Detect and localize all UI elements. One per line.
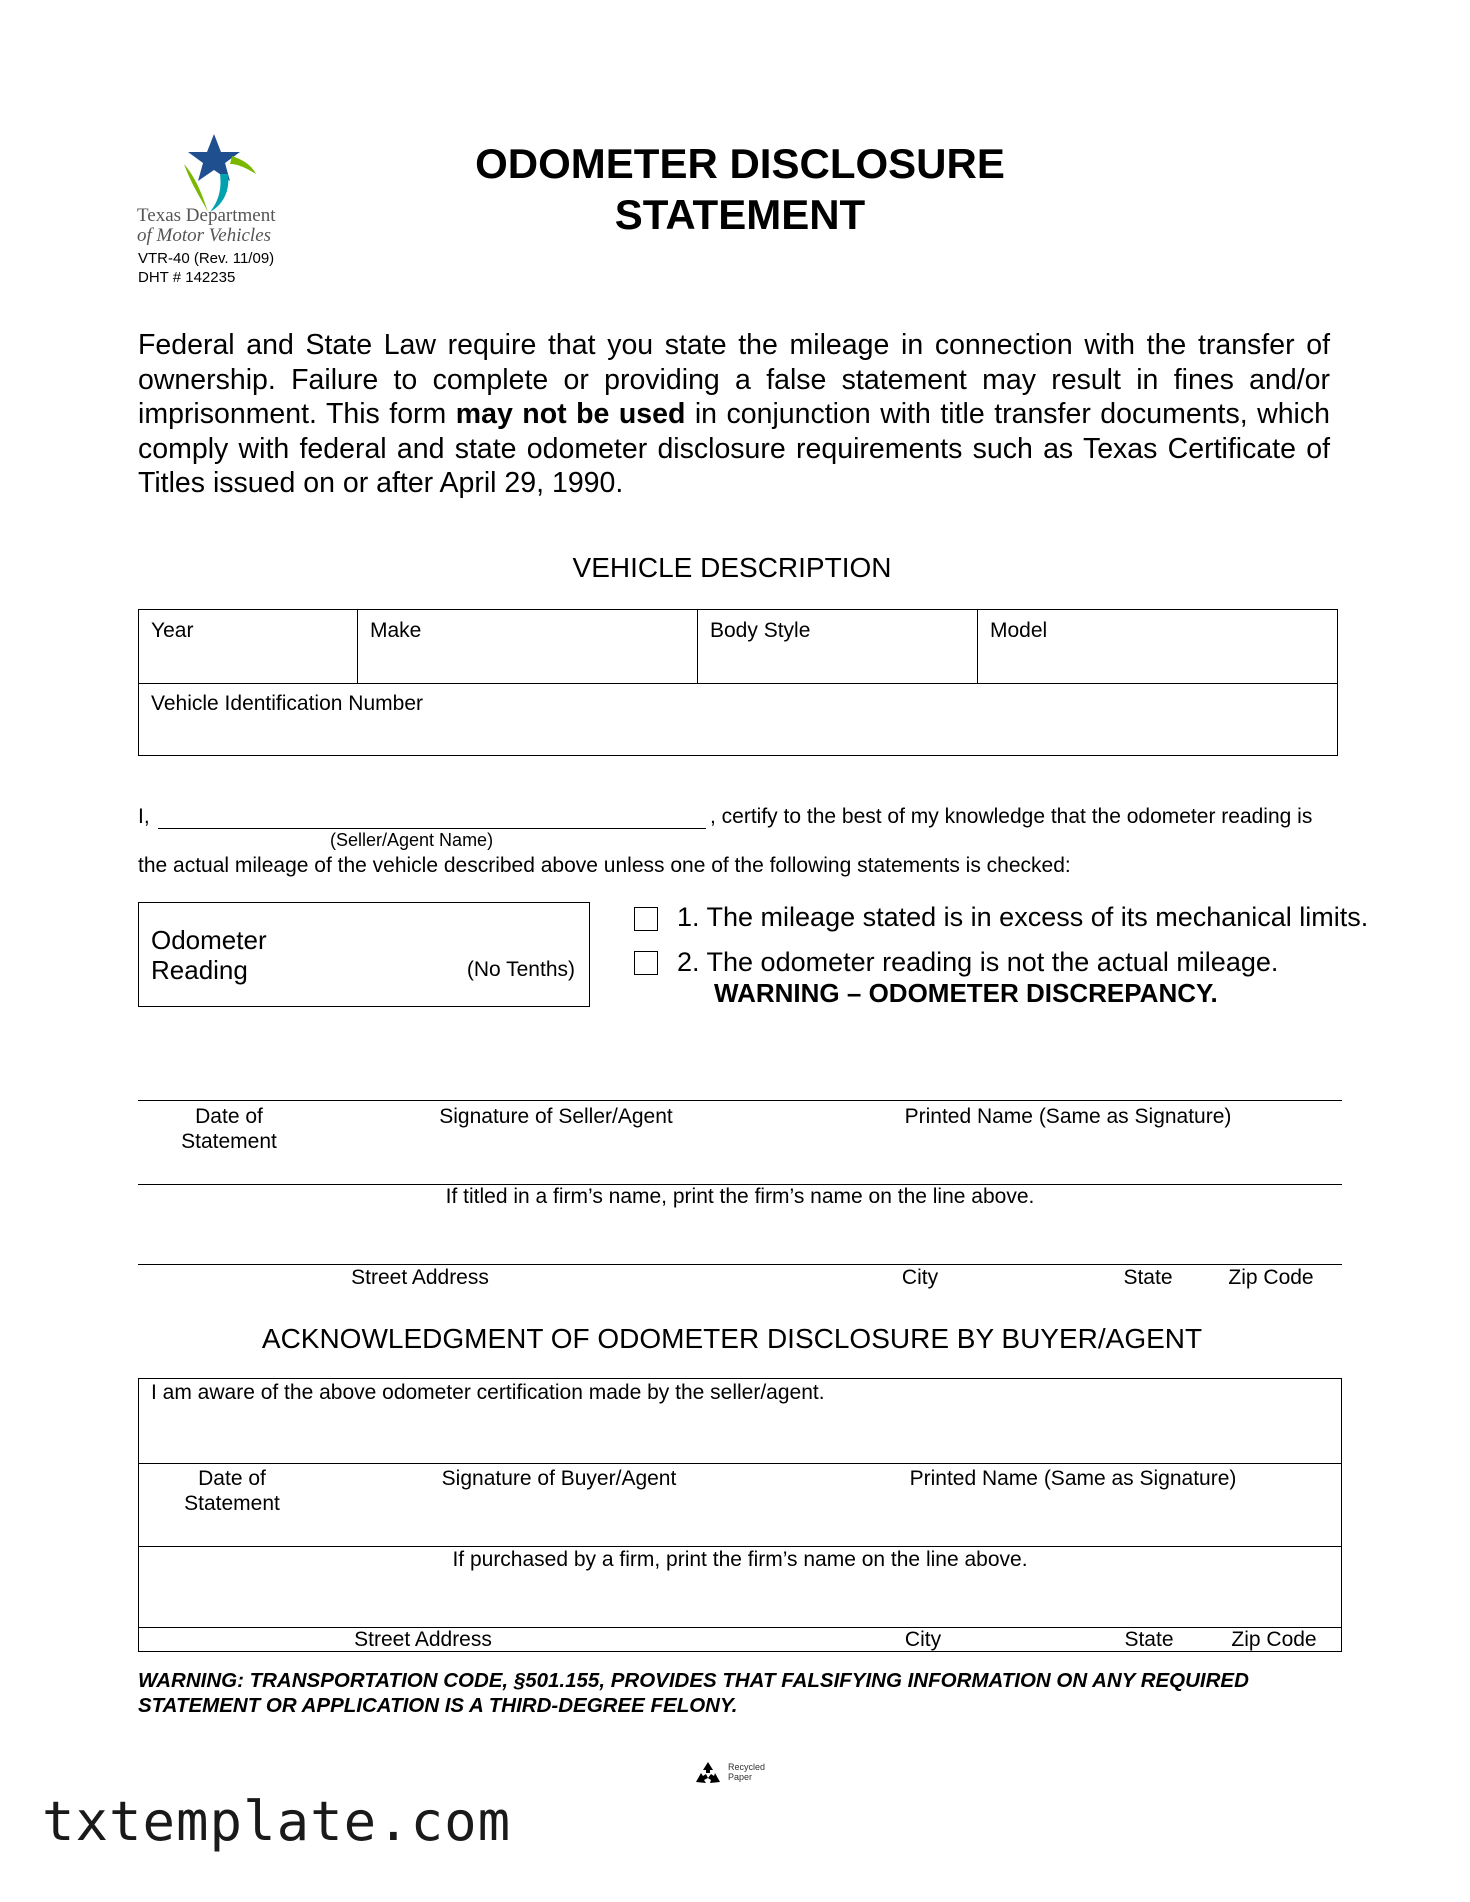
vehicle-row — [139, 610, 1337, 684]
seller-signature-line[interactable] — [138, 1100, 1342, 1101]
body-style-label: Body Style — [710, 619, 811, 642]
buyer-date-label — [153, 1466, 311, 1516]
title-line2: STATEMENT — [614, 191, 866, 238]
odometer-label-line2: Reading — [151, 955, 248, 985]
not-actual-mileage-checkbox[interactable] — [634, 951, 658, 975]
make-field[interactable] — [357, 610, 697, 683]
mechanical-limits-checkbox[interactable] — [634, 907, 658, 931]
make-label: Make — [370, 619, 422, 642]
seller-state-label: State — [1123, 1266, 1173, 1289]
seller-date-label-line2: Statement — [181, 1130, 277, 1153]
dht-number: DHT # 142235 — [138, 269, 236, 286]
seller-firm-note: If titled in a firm’s name, print the firm’s name on the line above. — [445, 1185, 1035, 1208]
no-tenths-note: (No Tenths) — [466, 958, 575, 981]
seller-street-label: Street Address — [351, 1266, 489, 1289]
cert-line2: the actual mileage of the vehicle described above unless one of the following statements is checked: — [138, 854, 1071, 877]
buyer-zip-label: Zip Code — [1231, 1628, 1317, 1651]
buyer-state-label: State — [1124, 1628, 1174, 1651]
cert-prefix: I, — [138, 805, 150, 828]
cert-suffix: , certify to the best of my knowledge that the odometer reading is — [710, 805, 1313, 828]
texas-star-logo-icon — [172, 134, 256, 214]
odometer-label-line1: Odometer — [151, 925, 267, 955]
title-line1: ODOMETER DISCLOSURE — [475, 140, 1005, 187]
seller-city-label: City — [901, 1266, 939, 1289]
agency-name-line2: of Motor Vehicles — [137, 225, 272, 246]
buyer-date-label-line2: Statement — [184, 1492, 280, 1515]
seller-printed-name-label: Printed Name (Same as Signature) — [904, 1105, 1232, 1128]
seller-zip-label: Zip Code — [1228, 1266, 1314, 1289]
buyer-street-label: Street Address — [354, 1628, 492, 1651]
seller-name-field[interactable] — [158, 828, 706, 829]
vin-label: Vehicle Identification Number — [151, 692, 423, 715]
seller-signature-label: Signature of Seller/Agent — [439, 1105, 673, 1128]
felony-warning-line2: STATEMENT OR APPLICATION IS A THIRD-DEGREE FELONY. — [138, 1694, 738, 1717]
odometer-discrepancy-warning: WARNING – ODOMETER DISCREPANCY. — [714, 978, 1218, 1008]
buyer-firm-note: If purchased by a firm, print the firm’s name on the line above. — [452, 1548, 1028, 1571]
felony-warning-line1: WARNING: TRANSPORTATION CODE, §501.155, PROVIDES THAT FALSIFYING INFORMATION ON ANY REQUIRED — [138, 1669, 1249, 1692]
intro-text-1: Federal and State Law require that you state the mileage in connection with the transfer of ownership. Failure to complete or providing a false statement may result in fines and/or imprisonment. This form — [138, 329, 1330, 430]
model-field[interactable] — [977, 610, 1336, 683]
year-field[interactable] — [139, 610, 357, 683]
vehicle-table — [138, 609, 1338, 756]
intro-bold-text: may not be used — [455, 398, 686, 430]
vehicle-section-title: VEHICLE DESCRIPTION — [572, 552, 892, 583]
recycled-line1: Recycled — [728, 1762, 766, 1772]
buyer-signature-label: Signature of Buyer/Agent — [441, 1467, 677, 1490]
seller-date-label-line1: Date of — [195, 1105, 263, 1128]
seller-date-label — [150, 1104, 308, 1154]
seller-name-caption: (Seller/Agent Name) — [330, 830, 494, 850]
recycle-icon — [694, 1760, 722, 1788]
buyer-date-label-line1: Date of — [198, 1467, 266, 1490]
year-label: Year — [151, 619, 194, 642]
agency-name-line1: Texas Department — [137, 205, 276, 226]
odometer-label — [151, 925, 267, 985]
recycled-line2: Paper — [728, 1772, 753, 1782]
buyer-section-title: ACKNOWLEDGMENT OF ODOMETER DISCLOSURE BY BUYER/AGENT — [261, 1323, 1203, 1354]
intro-paragraph — [138, 328, 1330, 501]
model-label: Model — [990, 619, 1048, 642]
recycled-paper-label — [728, 1762, 765, 1782]
buyer-acknowledgment-box — [138, 1378, 1342, 1652]
felony-warning — [138, 1668, 1338, 1718]
buyer-aware-statement: I am aware of the above odometer certification made by the seller/agent. — [151, 1381, 825, 1404]
buyer-city-label: City — [904, 1628, 942, 1651]
intro-text-2: in conjunction with title transfer documents, which comply with federal and state odometer disclosure requirements such as Texas Certificate of Titles issued on or after April 29, 1990. — [138, 398, 1330, 499]
watermark: txtemplate.com — [42, 1790, 512, 1853]
not-actual-mileage-label: 2. The odometer reading is not the actual mileage. — [677, 947, 1279, 977]
odometer-reading-field[interactable] — [138, 902, 590, 1007]
body-style-field[interactable] — [697, 610, 977, 683]
form-number: VTR-40 (Rev. 11/09) — [138, 250, 275, 267]
mechanical-limits-label: 1. The mileage stated is in excess of its mechanical limits. — [677, 902, 1369, 932]
buyer-printed-name-label: Printed Name (Same as Signature) — [909, 1467, 1237, 1490]
buyer-signature-line[interactable] — [139, 1463, 1341, 1464]
page-title — [400, 138, 1080, 240]
